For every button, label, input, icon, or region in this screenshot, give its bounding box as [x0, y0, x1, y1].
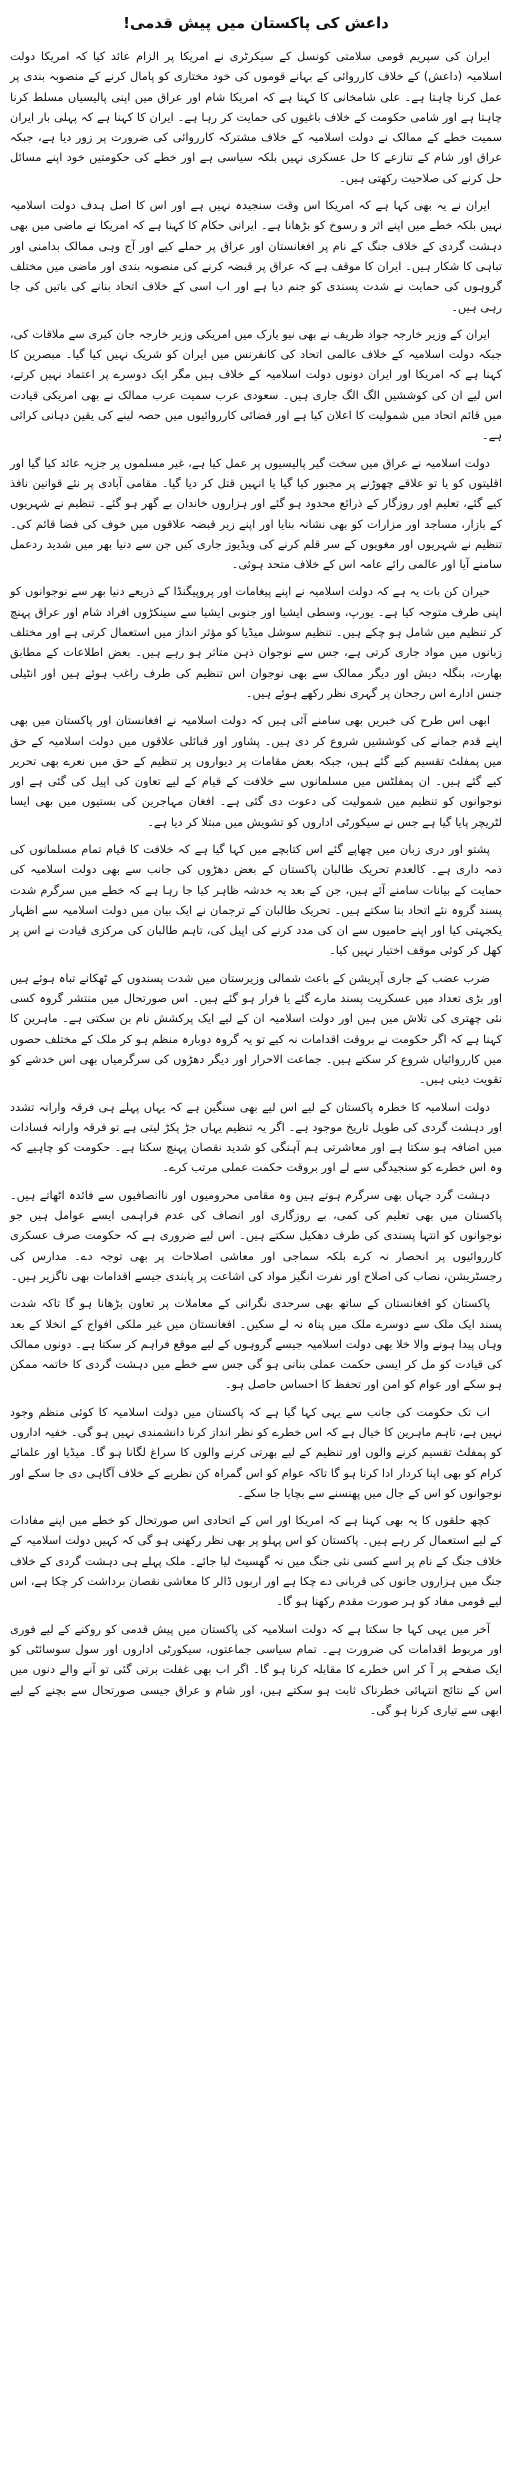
article-paragraph: دولت اسلامیہ نے عراق میں سخت گیر پالیسیوں پر عمل کیا ہے، غیر مسلموں پر جزیہ عائد کیا گیا اور اقلیتوں کو یا تو علاقے چھوڑنے پر مجبور کیا گیا یا انہیں قتل کر دیا گیا۔ مقامی آبادی پر نئے قوانین نافذ کیے گئے، تعلیم اور روزگار کے ذرائع محدود ہو گئے اور ہزاروں خاندان بے گھر ہو گئے۔ تنظیم نے شہریوں کے بازار، مساجد اور مزارات کو بھی نشانہ بنایا اور اپنے زیر قبضہ علاقوں میں خوف کی فضا قائم کی۔ تنظیم نے شہریوں اور مغویوں کے سر قلم کرنے کی ویڈیوز جاری کیں جن سے دنیا بھر میں شدید ردعمل سامنے آیا اور عالمی رائے عامہ اس کے خلاف متحد ہوئی۔ — [10, 455, 502, 572]
article-paragraph: ایران کے وزیر خارجہ جواد ظریف نے بھی نیو یارک میں امریکی وزیر خارجہ جان کیری سے ملاقات کی، جبکہ دولت اسلامیہ کے خلاف عالمی اتحاد کی کانفرنس میں ایران کو شریک نہیں کیا گیا۔ مبصرین کا کہنا ہے کہ امریکا اور ایران دونوں دولت اسلامیہ کے خلاف ہیں مگر ایک دوسرے پر اعتماد نہیں کرتے، اس لیے ان کی کوششیں الگ الگ جاری ہیں۔ سعودی عرب سمیت عرب ممالک نے بھی امریکی قیادت میں قائم اتحاد میں شمولیت کا اعلان کیا ہے اور فضائی کارروائیوں میں حصہ لینے کی یقین دہانی کرائی ہے۔ — [10, 326, 502, 443]
article-paragraph: ایران نے یہ بھی کہا ہے کہ امریکا اس وقت سنجیدہ نہیں ہے اور اس کا اصل ہدف دولت اسلامیہ نہیں بلکہ خطے میں اپنے اثر و رسوخ کو بڑھانا ہے۔ ایرانی حکام کا کہنا ہے کہ امریکا نے ماضی میں بھی دہشت گردی کے خلاف جنگ کے نام پر افغانستان اور عراق پر حملے کیے اور آج وہی ممالک بدامنی اور تباہی کا شکار ہیں۔ ایران کا موقف ہے کہ عراق پر قبضہ کرنے کی منصوبہ بندی اور ماضی میں مختلف گروہوں کی حمایت نے شدت پسندی کو جنم دیا ہے اور اب اسی کے خلاف اتحاد بنانے کی باتیں کی جا رہی ہیں۔ — [10, 198, 502, 314]
article-paragraph: ابھی اس طرح کی خبریں بھی سامنے آئی ہیں کہ دولت اسلامیہ نے افغانستان اور پاکستان میں بھی اپنے قدم جمانے کی کوششیں شروع کر دی ہیں۔ پشاور اور قبائلی علاقوں میں دولت اسلامیہ کے حق میں پمفلٹ تقسیم کیے گئے ہیں، جبکہ بعض مقامات پر دیواروں پر تنظیم کے حق میں نعرے بھی تحریر کیے گئے ہیں۔ ان پمفلٹس میں مسلمانوں سے خلافت کے قیام کے لیے تعاون کی اپیل کی گئی ہے اور نوجوانوں کو تنظیم میں شمولیت کی دعوت دی گئی ہے۔ افغان مہاجرین کی بستیوں میں بھی ایسا لٹریچر پایا گیا ہے جس نے سیکورٹی اداروں کو تشویش میں مبتلا کر دیا ہے۔ — [10, 713, 502, 829]
article-paragraph: کچھ حلقوں کا یہ بھی کہنا ہے کہ امریکا اور اس کے اتحادی اس صورتحال کو خطے میں اپنے مفادات کے لیے استعمال کر رہے ہیں۔ پاکستان کو اس پہلو پر بھی نظر رکھنی ہو گی کہ کہیں دولت اسلامیہ کے خلاف جنگ کے نام پر اسے کسی نئی جنگ میں نہ گھسیٹ لیا جائے۔ ملک پہلے ہی دہشت گردی کے خلاف جنگ میں ہزاروں جانوں کی قربانی دے چکا ہے اور اربوں ڈالر کا معاشی نقصان برداشت کر چکا ہے، اس لیے قومی مفاد کو ہر صورت مقدم رکھنا ہو گا۔ — [10, 1513, 502, 1609]
article-paragraph: آخر میں یہی کہا جا سکتا ہے کہ دولت اسلامیہ کی پاکستان میں پیش قدمی کو روکنے کے لیے فوری اور مربوط اقدامات کی ضرورت ہے۔ تمام سیاسی جماعتوں، سیکورٹی اداروں اور سول سوسائٹی کو ایک صفحے پر آ کر اس خطرے کا مقابلہ کرنا ہو گا۔ اگر اب بھی غفلت برتی گئی تو آنے والے دنوں میں اس کے نتائج انتہائی خطرناک ثابت ہو سکتے ہیں، اور شام و عراق جیسی صورتحال سے بچنے کے لیے ابھی سے تیاری کرنا ہو گی۔ — [10, 1621, 502, 1717]
article-paragraph: حیران کن بات یہ ہے کہ دولت اسلامیہ نے اپنے پیغامات اور پروپیگنڈا کے ذریعے دنیا بھر سے نوجوانوں کو اپنی طرف متوجہ کیا ہے۔ یورپ، وسطی ایشیا اور جنوبی ایشیا سے سینکڑوں افراد شام اور عراق پہنچ کر تنظیم میں شامل ہو چکے ہیں۔ تنظیم سوشل میڈیا کو مؤثر انداز میں استعمال کرتی ہے اور مختلف زبانوں میں مواد جاری کرتی ہے، جس سے نوجوان ذہن متاثر ہو رہے ہیں۔ بعض اطلاعات کے مطابق بھارت، بنگلہ دیش اور دیگر ممالک سے بھی نوجوان اس تنظیم کی طرف راغب ہوئے ہیں اور انٹیلی جنس ادارے اس رجحان پر گہری نظر رکھے ہوئے ہیں۔ — [10, 584, 502, 700]
article-title: داعش کی پاکستان میں پیش قدمی! — [123, 14, 389, 32]
article-paragraph: اب تک حکومت کی جانب سے یہی کہا گیا ہے کہ پاکستان میں دولت اسلامیہ کا کوئی منظم وجود نہیں ہے، تاہم ماہرین کا خیال ہے کہ اس خطرے کو نظر انداز کرنا دانشمندی نہیں ہو گی۔ خفیہ اداروں کو پمفلٹ تقسیم کرنے والوں اور تنظیم کے لیے بھرتی کرنے والوں کا سراغ لگانا ہو گا۔ میڈیا اور علمائے کرام کو بھی اپنا کردار ادا کرنا ہو گا تاکہ عوام کو اس گمراہ کن نظریے کے خلاف آگاہی دی جا سکے اور نوجوانوں کو اس کے جال میں پھنسنے سے بچایا جا سکے۔ — [10, 1404, 502, 1500]
article-body — [10, 46, 502, 1720]
article-paragraph: پشتو اور دری زبان میں چھاپے گئے اس کتابچے میں کہا گیا ہے کہ خلافت کا قیام تمام مسلمانوں کی ذمہ داری ہے۔ کالعدم تحریک طالبان پاکستان کے بعض دھڑوں کی جانب سے بھی دولت اسلامیہ کی حمایت کے بیانات سامنے آئے ہیں، جن کے بعد یہ خدشہ ظاہر کیا جا رہا ہے کہ خطے میں سرگرم شدت پسند گروہ نئے اتحاد بنا سکتے ہیں۔ تحریک طالبان کے ترجمان نے ایک بیان میں دولت اسلامیہ سے اظہار یکجہتی کیا اور اپنے حامیوں سے ان کی مدد کرنے کی اپیل کی، تاہم طالبان کی مرکزی قیادت نے اس پر کھل کر کوئی موقف اختیار نہیں کیا۔ — [10, 841, 502, 958]
article-paragraph: دہشت گرد جہاں بھی سرگرم ہوتے ہیں وہ مقامی محرومیوں اور ناانصافیوں سے فائدہ اٹھاتے ہیں۔ پاکستان میں بھی تعلیم کی کمی، بے روزگاری اور انصاف کی عدم فراہمی ایسے عوامل ہیں جو نوجوانوں کو انتہا پسندی کی طرف دھکیل سکتے ہیں۔ اس لیے ضروری ہے کہ حکومت صرف عسکری کارروائیوں پر انحصار نہ کرے بلکہ سماجی اور معاشی اصلاحات پر بھی توجہ دے۔ مدارس کی رجسٹریشن، نصاب کی اصلاح اور نفرت انگیز مواد کی اشاعت پر پابندی جیسے اقدامات بھی ناگزیر ہیں۔ — [10, 1187, 502, 1283]
article-paragraph: ضرب عضب کے جاری آپریشن کے باعث شمالی وزیرستان میں شدت پسندوں کے ٹھکانے تباہ ہوئے ہیں اور بڑی تعداد میں عسکریت پسند مارے گئے یا فرار ہو گئے ہیں۔ اس صورتحال میں منتشر گروہ کسی نئی چھتری کی تلاش میں ہیں اور دولت اسلامیہ ان کے لیے ایک پرکشش نام بن سکتی ہے۔ ماہرین کا کہنا ہے کہ اگر حکومت نے بروقت اقدامات نہ کیے تو یہ گروہ دوبارہ منظم ہو کر ملک کے مختلف حصوں میں کارروائیاں شروع کر سکتے ہیں۔ جماعت الاحرار اور دیگر دھڑوں کی سرگرمیاں بھی اس خدشے کو تقویت دیتی ہیں۔ — [10, 970, 502, 1087]
article-paragraph: پاکستان کو افغانستان کے ساتھ بھی سرحدی نگرانی کے معاملات پر تعاون بڑھانا ہو گا تاکہ شدت پسند ایک ملک سے دوسرے ملک میں پناہ نہ لے سکیں۔ افغانستان میں غیر ملکی افواج کے انخلا کے بعد وہاں پیدا ہونے والا خلا بھی دولت اسلامیہ جیسے گروہوں کے لیے موقع فراہم کر سکتا ہے۔ دونوں ممالک کی قیادت کو مل کر ایسی حکمت عملی بنانی ہو گی جس سے خطے میں دہشت گردی کا خاتمہ ممکن ہو سکے اور عوام کو امن اور تحفظ کا احساس حاصل ہو۔ — [10, 1296, 502, 1392]
article-paragraph: دولت اسلامیہ کا خطرہ پاکستان کے لیے اس لیے بھی سنگین ہے کہ یہاں پہلے ہی فرقہ وارانہ تشدد اور دہشت گردی کی طویل تاریخ موجود ہے۔ اگر یہ تنظیم یہاں جڑ پکڑ لیتی ہے تو فرقہ وارانہ فسادات میں اضافہ ہو سکتا ہے اور معاشرتی ہم آہنگی کو شدید نقصان پہنچ سکتا ہے۔ حکومت کو چاہیے کہ وہ اس خطرے کو سنجیدگی سے لے اور بروقت حکمت عملی مرتب کرے۔ — [10, 1099, 502, 1175]
article-paragraph: ایران کی سپریم قومی سلامتی کونسل کے سیکرٹری نے امریکا پر الزام عائد کیا کہ امریکا دولت اسلامیہ (داعش) کے خلاف کارروائی کے بہانے قوموں کی خود مختاری کو پامال کرنے کے منصوبہ بندی پر عمل کرنا چاہتا ہے۔ علی شامخانی کا کہنا ہے کہ امریکا شام اور عراق میں اپنی پالیسیاں مسلط کرنا چاہتا ہے اور شامی حکومت کے خلاف باغیوں کی حمایت کر رہا ہے۔ ایران کا کہنا ہے کہ پہلی بار ایران سمیت خطے کے ممالک نے دولت اسلامیہ کے خلاف مشترکہ کارروائی کی ضرورت پر زور دیا ہے، جبکہ عراق اور شام کے تنازعے کا حل عسکری نہیں بلکہ سیاسی ہے اور خطے کی حکومتیں خود اپنے مسائل حل کرنے کی صلاحیت رکھتی ہیں۔ — [10, 49, 502, 185]
